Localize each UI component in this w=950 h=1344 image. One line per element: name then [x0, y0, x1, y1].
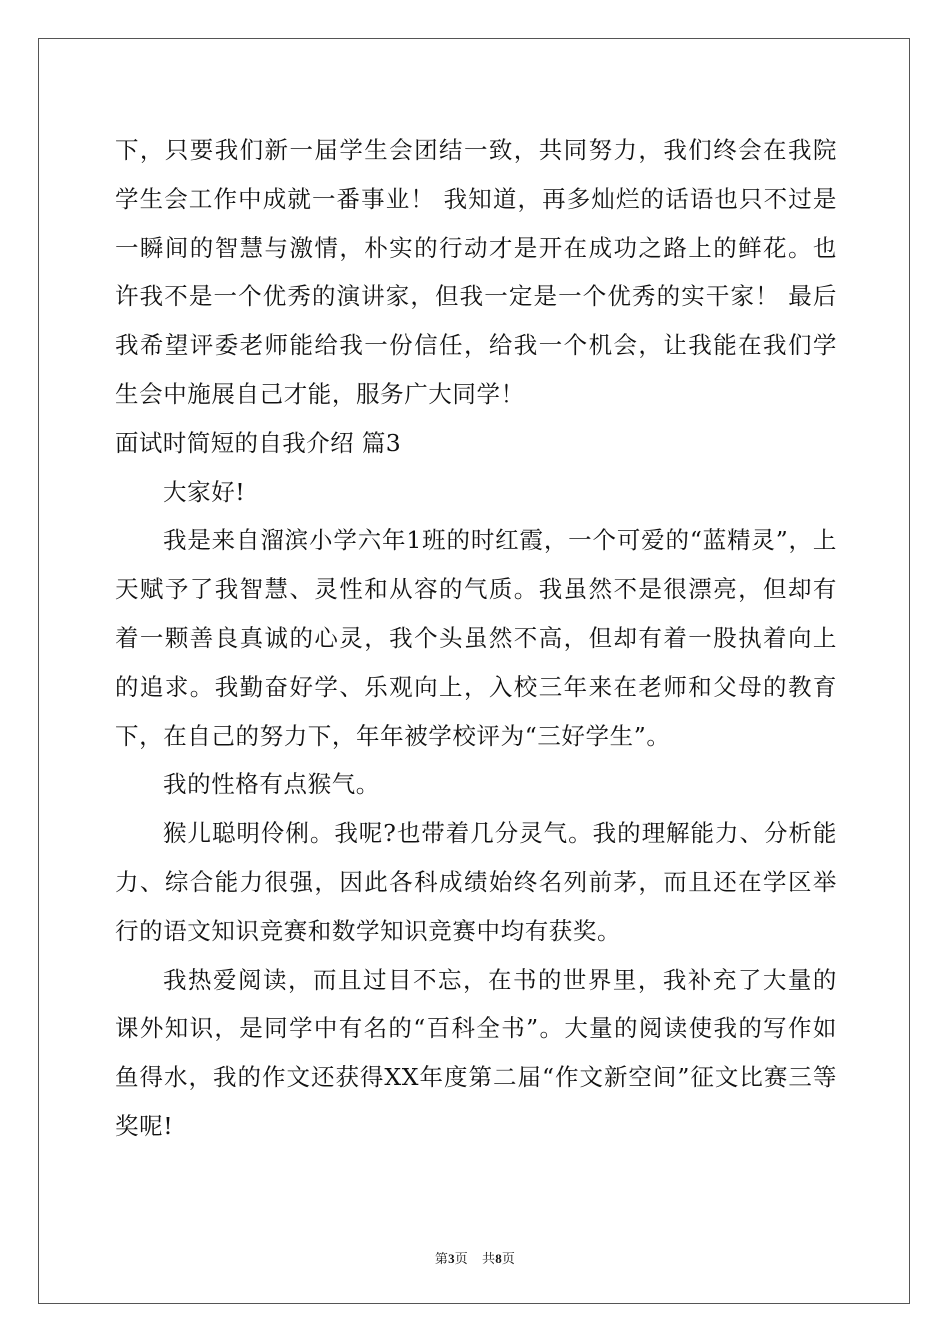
- page-number: 3: [448, 1251, 455, 1266]
- total-suffix: 页: [501, 1252, 516, 1267]
- page-suffix: 页: [454, 1252, 468, 1267]
- paragraph-personality: 我的性格有点猴气。: [163, 770, 380, 799]
- paragraph-continued: 下，只要我们新一届学生会团结一致，共同努力，我们终会在我院学生会工作中成就一番事业！ 我知道，再多灿烂的话语也只不过是一瞬间的智慧与激情，朴实的行动才是开在成功之路上的鲜花。也许我不是一个优秀的演讲家，但我一定是一个优秀的实干家！ 最后我希望评委老师能给我一份信任，给我一个机会，让我能在我们学生会中施展自己才能，服务广大同学！: [115, 136, 837, 408]
- page-footer: [0, 1248, 950, 1267]
- paragraph-reading: 我热爱阅读，而且过目不忘，在书的世界里，我补充了大量的课外知识，是同学中有名的“百科全书”。大量的阅读使我的写作如鱼得水，我的作文还获得XX年度第二届“作文新空间”征文比赛三等奖呢!: [115, 965, 837, 1140]
- document-body: [115, 126, 837, 1151]
- page-prefix: 第: [434, 1252, 449, 1267]
- total-prefix: 共: [482, 1252, 496, 1267]
- paragraph-introduction: 我是来自溜滨小学六年1班的时红霞，一个可爱的“蓝精灵”，上天赋予了我智慧、灵性和从容的气质。我虽然不是很漂亮，但却有着一颗善良真诚的心灵，我个头虽然不高，但却有着一股执着向上的追求。我勤奋好学、乐观向上，入校三年来在老师和父母的教育下，在自己的努力下，年年被学校评为“三好学生”。: [115, 526, 837, 750]
- paragraph-greeting: 大家好!: [163, 477, 246, 506]
- total-pages: 8: [495, 1251, 502, 1266]
- section-heading: 面试时简短的自我介绍 篇3: [115, 428, 402, 457]
- paragraph-abilities: 猴儿聪明伶俐。我呢?也带着几分灵气。我的理解能力、分析能力、综合能力很强，因此各科成绩始终名列前茅，而且还在学区举行的语文知识竞赛和数学知识竞赛中均有获奖。: [115, 819, 837, 945]
